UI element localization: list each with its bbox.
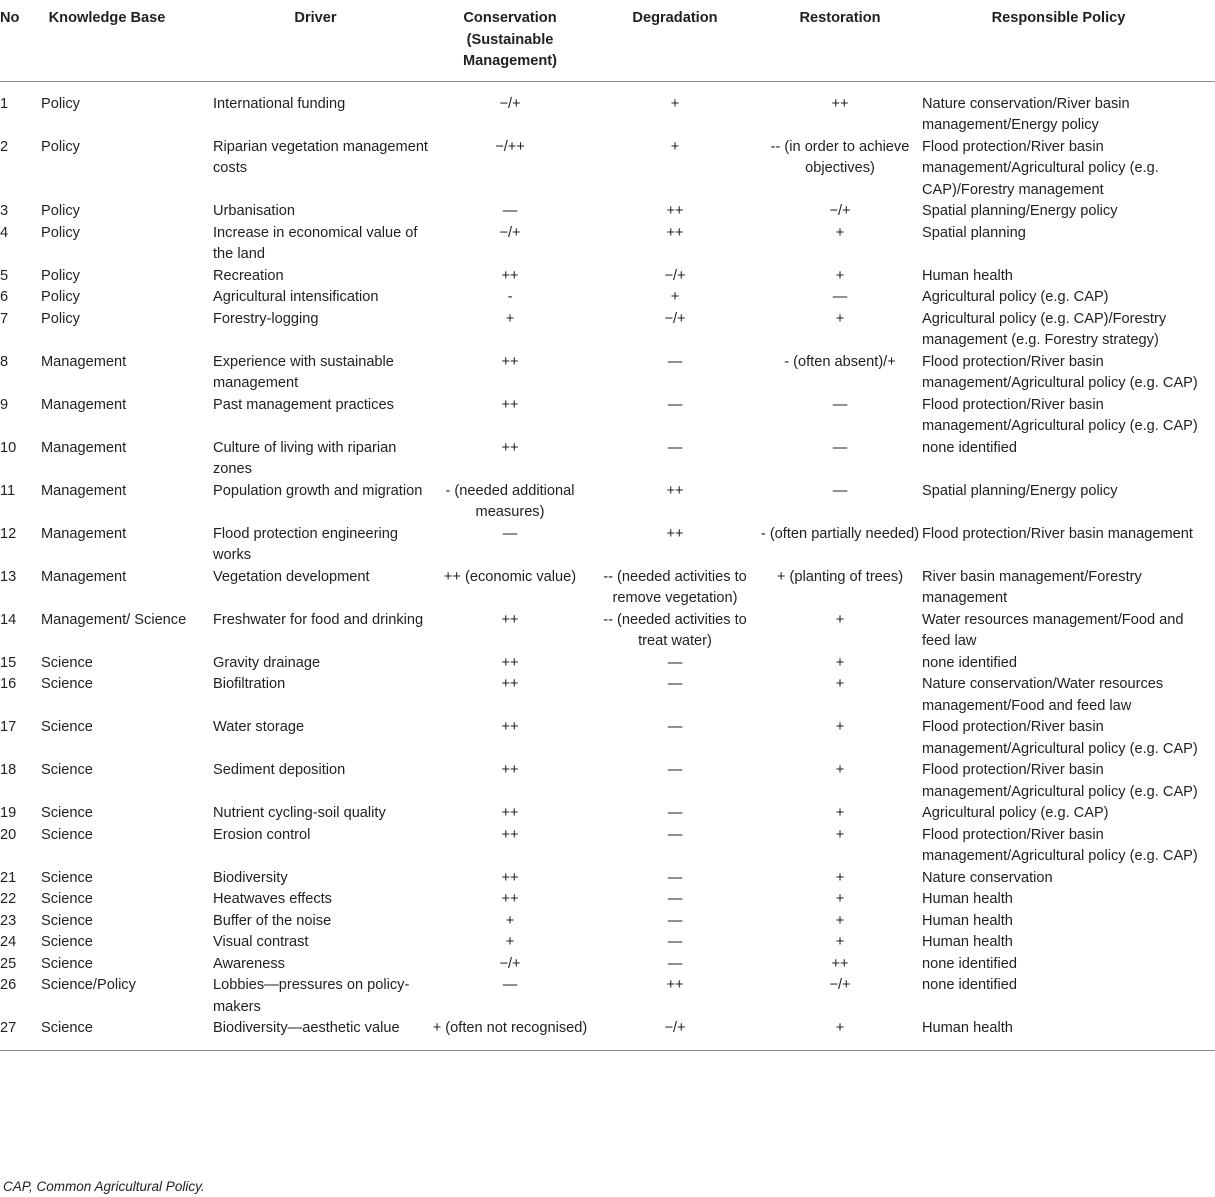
cell-knowledge-base: Policy bbox=[41, 267, 80, 284]
cell-driver: Increase in economical value of the land bbox=[213, 224, 418, 262]
cell-responsible-policy: Flood protection/River basin management bbox=[922, 525, 1193, 542]
table-row bbox=[0, 524, 1215, 567]
cell-degradation: −/+ bbox=[664, 267, 686, 284]
cell-conservation: ++ bbox=[501, 762, 519, 778]
cell-responsible-policy: none identified bbox=[922, 977, 1017, 993]
cell-driver: Visual contrast bbox=[213, 934, 309, 950]
cell-degradation: −/+ bbox=[664, 310, 686, 327]
table-row bbox=[0, 868, 1215, 890]
cell-restoration: - (often partially needed) bbox=[760, 525, 920, 542]
cell-knowledge-base: Policy bbox=[41, 224, 80, 241]
cell-degradation: — bbox=[667, 654, 683, 671]
cell-responsible-policy: Flood protection/River basin management/Agricultural policy (e.g. CAP) bbox=[922, 762, 1198, 800]
cell-driver: Vegetation development bbox=[213, 568, 370, 585]
table-row bbox=[0, 954, 1215, 976]
table-row bbox=[0, 287, 1215, 309]
cell-knowledge-base: Policy bbox=[41, 289, 80, 305]
table-row bbox=[0, 201, 1215, 223]
cell-restoration: - (often absent)/+ bbox=[784, 353, 896, 370]
cell-driver: Heatwaves effects bbox=[213, 891, 332, 907]
cell-restoration: + bbox=[835, 267, 845, 284]
cell-degradation: — bbox=[667, 826, 683, 843]
table-row bbox=[0, 567, 1215, 610]
cell-knowledge-base: Science bbox=[41, 826, 93, 843]
cell-driver: Freshwater for food and drinking bbox=[213, 611, 424, 628]
cell-restoration: + bbox=[835, 719, 845, 735]
cell-conservation: + bbox=[505, 934, 515, 950]
cell-knowledge-base: Policy bbox=[41, 310, 80, 327]
cell-conservation: −/++ bbox=[495, 138, 525, 155]
cell-no: 25 bbox=[0, 955, 17, 972]
cell-no: 7 bbox=[0, 310, 9, 327]
cell-driver: Riparian vegetation management costs bbox=[213, 138, 428, 176]
cell-knowledge-base: Science bbox=[41, 934, 93, 950]
cell-knowledge-base: Management bbox=[41, 396, 127, 413]
table-body bbox=[0, 81, 1215, 1050]
cell-driver: Past management practices bbox=[213, 396, 394, 413]
cell-responsible-policy: Human health bbox=[922, 912, 1013, 929]
cell-driver: International funding bbox=[213, 95, 346, 112]
cell-restoration: + bbox=[835, 805, 845, 821]
cell-restoration: + bbox=[835, 310, 845, 327]
cell-no: 6 bbox=[0, 289, 9, 305]
cell-degradation: ++ bbox=[666, 224, 684, 241]
cell-no: 19 bbox=[0, 805, 17, 821]
cell-conservation: ++ bbox=[501, 439, 519, 456]
cell-driver: Agricultural intensification bbox=[213, 289, 379, 305]
cell-responsible-policy: Nature conservation/River basin management/Energy policy bbox=[922, 95, 1130, 133]
cell-driver: Experience with sustainable management bbox=[213, 353, 394, 391]
cell-knowledge-base: Science bbox=[41, 869, 93, 886]
cell-degradation: — bbox=[667, 891, 683, 907]
cell-responsible-policy: Human health bbox=[922, 267, 1013, 284]
cell-responsible-policy: Spatial planning/Energy policy bbox=[922, 203, 1118, 219]
cell-no: 21 bbox=[0, 869, 17, 886]
cell-restoration: + bbox=[835, 654, 845, 671]
cell-degradation: + bbox=[670, 289, 680, 305]
cell-restoration: + bbox=[758, 1018, 922, 1050]
cell-knowledge-base: Science bbox=[41, 1018, 213, 1050]
cell-knowledge-base: Management bbox=[41, 482, 127, 499]
cell-degradation: — bbox=[667, 912, 683, 929]
cell-degradation: — bbox=[667, 934, 683, 950]
table-row bbox=[0, 81, 1215, 137]
cell-no: 15 bbox=[0, 654, 17, 671]
cell-degradation: ++ bbox=[666, 525, 684, 542]
cell-knowledge-base: Science bbox=[41, 912, 93, 929]
cell-responsible-policy: none identified bbox=[922, 955, 1017, 972]
cell-responsible-policy: Flood protection/River basin management/Agricultural policy (e.g. CAP)/Forestry management bbox=[922, 138, 1159, 198]
cell-conservation: ++ bbox=[501, 826, 519, 843]
table-row bbox=[0, 717, 1215, 760]
cell-no: 23 bbox=[0, 912, 17, 929]
cell-degradation: — bbox=[667, 676, 683, 692]
cell-responsible-policy: Nature conservation/Water resources management/Food and feed law bbox=[922, 676, 1164, 714]
cell-no: 17 bbox=[0, 719, 17, 735]
table-row bbox=[0, 395, 1215, 438]
cell-responsible-policy: Spatial planning bbox=[922, 224, 1026, 241]
cell-responsible-policy: Flood protection/River basin management/Agricultural policy (e.g. CAP) bbox=[922, 396, 1198, 434]
cell-knowledge-base: Science bbox=[41, 762, 93, 778]
cell-knowledge-base: Science bbox=[41, 719, 93, 735]
cell-restoration: — bbox=[832, 289, 848, 305]
cell-knowledge-base: Science bbox=[41, 891, 93, 907]
cell-conservation: — bbox=[502, 203, 518, 219]
cell-restoration: ++ bbox=[831, 95, 849, 112]
cell-degradation: + bbox=[670, 138, 680, 155]
header-restoration: Restoration bbox=[758, 0, 922, 81]
table-row bbox=[0, 760, 1215, 803]
cell-degradation: — bbox=[667, 955, 683, 972]
cell-restoration: — bbox=[832, 482, 848, 499]
cell-degradation: — bbox=[667, 353, 683, 370]
cell-knowledge-base: Management bbox=[41, 568, 127, 585]
cell-degradation: ++ bbox=[666, 977, 684, 993]
cell-degradation: — bbox=[667, 719, 683, 735]
cell-conservation: - (needed additional measures) bbox=[445, 482, 575, 520]
cell-knowledge-base: Policy bbox=[41, 203, 80, 219]
cell-no: 13 bbox=[0, 568, 17, 585]
cell-no: 12 bbox=[0, 525, 17, 542]
table-row bbox=[0, 803, 1215, 825]
cell-degradation: — bbox=[667, 396, 683, 413]
table-row bbox=[0, 1018, 1215, 1050]
cell-conservation: −/+ bbox=[499, 955, 521, 972]
cell-restoration: — bbox=[832, 439, 848, 456]
cell-driver: Forestry-logging bbox=[213, 310, 319, 327]
cell-no: 4 bbox=[0, 224, 9, 241]
cell-responsible-policy: none identified bbox=[922, 439, 1017, 456]
table-header bbox=[0, 0, 1215, 81]
cell-degradation: — bbox=[667, 805, 683, 821]
table-row bbox=[0, 352, 1215, 395]
cell-conservation: — bbox=[502, 525, 518, 542]
cell-conservation: ++ bbox=[501, 676, 519, 692]
header-driver: Driver bbox=[213, 0, 428, 81]
cell-degradation: ++ bbox=[666, 203, 684, 219]
header-responsible-policy: Responsible Policy bbox=[922, 0, 1215, 81]
cell-no: 9 bbox=[0, 396, 9, 413]
cell-conservation: - bbox=[507, 289, 513, 305]
cell-no: 14 bbox=[0, 611, 17, 628]
cell-driver: Urbanisation bbox=[213, 203, 295, 219]
cell-driver: Lobbies—pressures on policy-makers bbox=[213, 977, 410, 1015]
cell-conservation: ++ bbox=[501, 267, 519, 284]
cell-no: 20 bbox=[0, 826, 17, 843]
cell-driver: Sediment deposition bbox=[213, 762, 346, 778]
cell-degradation: -- (needed activities to remove vegetation) bbox=[603, 568, 747, 606]
cell-restoration: + bbox=[835, 224, 845, 241]
cell-driver: Biodiversity—aesthetic value bbox=[213, 1018, 428, 1050]
cell-degradation: — bbox=[667, 439, 683, 456]
cell-restoration: + bbox=[835, 762, 845, 778]
cell-knowledge-base: Science/Policy bbox=[41, 977, 136, 993]
cell-knowledge-base: Management bbox=[41, 439, 127, 456]
cell-responsible-policy: Water resources management/Food and feed law bbox=[922, 611, 1184, 649]
table-row bbox=[0, 653, 1215, 675]
cell-responsible-policy: Nature conservation bbox=[922, 869, 1053, 886]
table-row bbox=[0, 223, 1215, 266]
cell-responsible-policy: Flood protection/River basin management/Agricultural policy (e.g. CAP) bbox=[922, 719, 1198, 757]
cell-restoration: + bbox=[835, 934, 845, 950]
table-row bbox=[0, 674, 1215, 717]
table-row bbox=[0, 309, 1215, 352]
cell-conservation: + bbox=[505, 912, 515, 929]
cell-responsible-policy: Agricultural policy (e.g. CAP) bbox=[922, 289, 1109, 305]
table-row bbox=[0, 825, 1215, 868]
cell-restoration: + (planting of trees) bbox=[776, 568, 904, 585]
cell-no: 5 bbox=[0, 267, 9, 284]
cell-conservation: ++ bbox=[501, 611, 519, 628]
cell-driver: Water storage bbox=[213, 719, 305, 735]
cell-conservation: ++ bbox=[501, 396, 519, 413]
cell-restoration: + bbox=[835, 891, 845, 907]
cell-driver: Population growth and migration bbox=[213, 482, 423, 499]
cell-responsible-policy: Flood protection/River basin management/Agricultural policy (e.g. CAP) bbox=[922, 826, 1198, 864]
cell-knowledge-base: Science bbox=[41, 654, 93, 671]
table-row bbox=[0, 481, 1215, 524]
cell-restoration: ++ bbox=[831, 955, 849, 972]
cell-driver: Awareness bbox=[213, 955, 285, 972]
cell-responsible-policy: Human health bbox=[922, 1018, 1215, 1050]
cell-responsible-policy: Agricultural policy (e.g. CAP)/Forestry management (e.g. Forestry strategy) bbox=[922, 310, 1167, 348]
cell-conservation: ++ bbox=[501, 719, 519, 735]
cell-driver: Biofiltration bbox=[213, 676, 286, 692]
cell-degradation: + bbox=[670, 95, 680, 112]
cell-conservation: + (often not recognised) bbox=[428, 1018, 592, 1050]
cell-restoration: + bbox=[835, 912, 845, 929]
cell-conservation: — bbox=[502, 977, 518, 993]
cell-driver: Flood protection engineering works bbox=[213, 525, 398, 563]
cell-no: 1 bbox=[0, 95, 9, 112]
cell-conservation: ++ bbox=[501, 353, 519, 370]
cell-restoration: — bbox=[832, 396, 848, 413]
cell-no: 8 bbox=[0, 353, 9, 370]
cell-knowledge-base: Science bbox=[41, 676, 93, 692]
cell-responsible-policy: Flood protection/River basin management/Agricultural policy (e.g. CAP) bbox=[922, 353, 1198, 391]
cell-knowledge-base: Policy bbox=[41, 138, 80, 155]
cell-restoration: + bbox=[835, 611, 845, 628]
cell-no: 22 bbox=[0, 891, 17, 907]
cell-knowledge-base: Policy bbox=[41, 95, 80, 112]
cell-conservation: ++ bbox=[501, 891, 519, 907]
cell-knowledge-base: Science bbox=[41, 805, 93, 821]
cell-degradation: -- (needed activities to treat water) bbox=[603, 611, 747, 649]
header-degradation: Degradation bbox=[592, 0, 758, 81]
header-no: No bbox=[0, 0, 41, 81]
header-row bbox=[0, 0, 1215, 81]
cell-driver: Nutrient cycling-soil quality bbox=[213, 805, 386, 821]
cell-responsible-policy: Human health bbox=[922, 934, 1013, 950]
cell-driver: Gravity drainage bbox=[213, 654, 321, 671]
cell-conservation: ++ bbox=[501, 805, 519, 821]
cell-driver: Recreation bbox=[213, 267, 284, 284]
cell-driver: Culture of living with riparian zones bbox=[213, 439, 397, 477]
cell-responsible-policy: River basin management/Forestry management bbox=[922, 568, 1142, 606]
cell-degradation: — bbox=[667, 762, 683, 778]
cell-responsible-policy: Spatial planning/Energy policy bbox=[922, 482, 1118, 499]
cell-no: 10 bbox=[0, 439, 17, 456]
table-row bbox=[0, 266, 1215, 288]
cell-no: 24 bbox=[0, 934, 17, 950]
cell-no: 18 bbox=[0, 762, 17, 778]
cell-conservation: ++ (economic value) bbox=[443, 568, 577, 585]
cell-driver: Erosion control bbox=[213, 826, 311, 843]
cell-responsible-policy: Agricultural policy (e.g. CAP) bbox=[922, 805, 1109, 821]
cell-no: 26 bbox=[0, 977, 17, 993]
header-conservation: Conservation (Sustainable Management) bbox=[428, 0, 592, 81]
cell-degradation: ++ bbox=[666, 482, 684, 499]
cell-degradation: — bbox=[667, 869, 683, 886]
cell-conservation: + bbox=[505, 310, 515, 327]
table-row bbox=[0, 911, 1215, 933]
cell-restoration: −/+ bbox=[829, 977, 851, 993]
cell-conservation: ++ bbox=[501, 869, 519, 886]
cell-conservation: −/+ bbox=[499, 224, 521, 241]
cell-knowledge-base: Science bbox=[41, 955, 93, 972]
cell-restoration: + bbox=[835, 676, 845, 692]
cell-no: 2 bbox=[0, 138, 9, 155]
cell-no: 16 bbox=[0, 676, 17, 692]
cell-no: 27 bbox=[0, 1018, 41, 1050]
cell-knowledge-base: Management bbox=[41, 353, 127, 370]
cell-responsible-policy: none identified bbox=[922, 654, 1017, 671]
table-row bbox=[0, 889, 1215, 911]
table-row bbox=[0, 610, 1215, 653]
table-row bbox=[0, 975, 1215, 1018]
cell-knowledge-base: Management bbox=[41, 525, 127, 542]
cell-restoration: + bbox=[835, 869, 845, 886]
cell-conservation: ++ bbox=[501, 654, 519, 671]
cell-no: 3 bbox=[0, 203, 9, 219]
cell-restoration: −/+ bbox=[829, 203, 851, 219]
table-row bbox=[0, 438, 1215, 481]
cell-driver: Biodiversity bbox=[213, 869, 288, 886]
table-footnote: CAP, Common Agricultural Policy. bbox=[3, 1179, 205, 1194]
cell-restoration: + bbox=[835, 826, 845, 843]
cell-conservation: −/+ bbox=[499, 95, 521, 112]
cell-responsible-policy: Human health bbox=[922, 891, 1013, 907]
table-row bbox=[0, 137, 1215, 202]
table-row bbox=[0, 932, 1215, 954]
cell-restoration: -- (in order to achieve objectives) bbox=[770, 138, 910, 176]
cell-no: 11 bbox=[0, 482, 16, 499]
cell-knowledge-base: Management/ Science bbox=[41, 611, 187, 628]
cell-degradation: −/+ bbox=[592, 1018, 758, 1050]
cell-driver: Buffer of the noise bbox=[213, 912, 332, 929]
header-knowledge-base: Knowledge Base bbox=[41, 0, 213, 81]
